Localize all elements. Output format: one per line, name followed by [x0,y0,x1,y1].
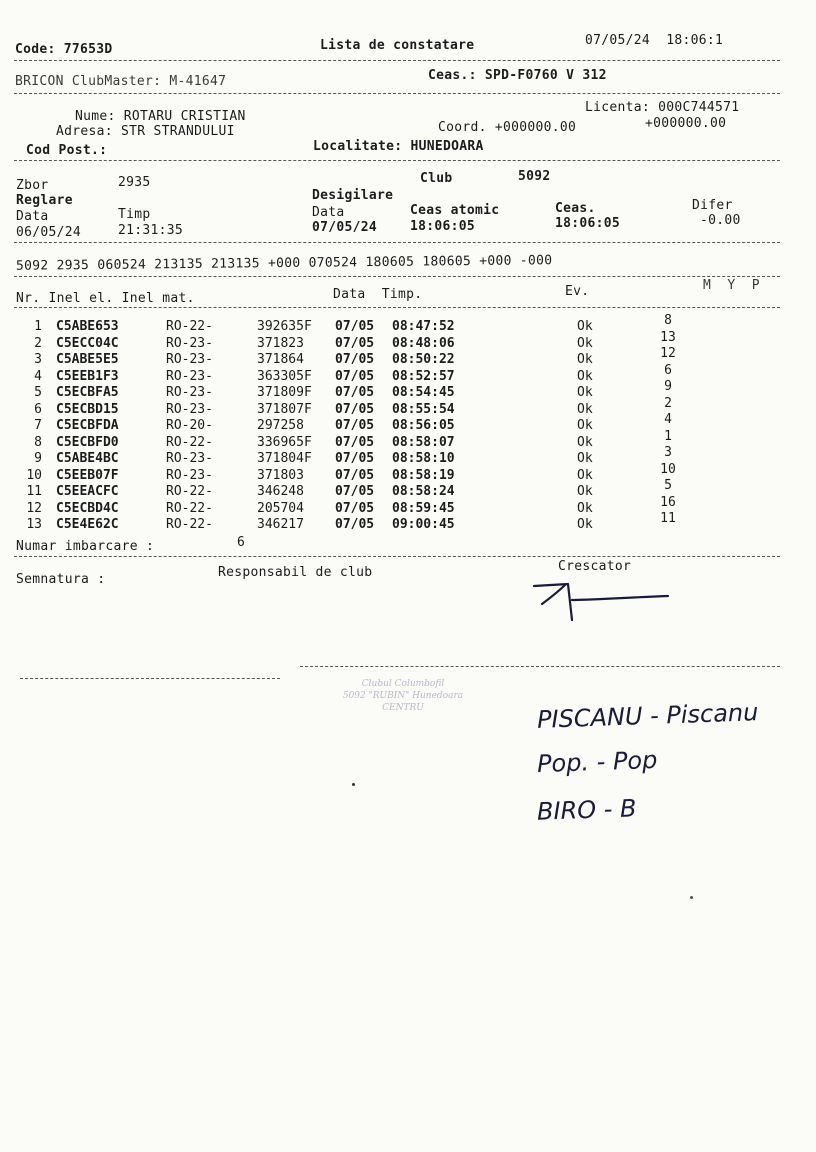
fancier-address: Adresa: STR STRANDULUI [56,124,235,139]
cell-date: 07/05 [335,368,375,384]
cell-time: 08:58:07 [392,434,455,450]
cell-code: 336965F [257,434,312,450]
club-value: 5092 [518,169,551,184]
numar-imbarcare-value: 6 [237,535,246,550]
reglare-label: Reglare [16,193,73,208]
zbor-label: Zbor [16,178,49,193]
position-number: 3 [664,445,672,460]
divider [14,276,780,277]
cell-code: 371803 [257,467,304,483]
cell-ev: Ok [577,335,593,351]
divider [14,93,780,94]
desigilare-data: 07/05/24 [312,220,378,235]
cell-ev: Ok [577,418,593,433]
cell-time: 08:52:57 [392,368,455,384]
cell-code: 371823 [257,335,304,351]
cell-date: 07/05 [335,500,375,516]
table-row [0,402,816,419]
cell-ev: Ok [577,467,593,483]
table-row [0,517,816,534]
position-number: 2 [664,395,672,411]
cell-ring: C5ECC04C [56,335,119,351]
table-header-myp: M Y P [703,278,760,293]
table-row [0,468,816,485]
document-title: Lista de constatare [320,38,475,53]
numar-imbarcare-label: Numar imbarcare : [16,539,155,554]
ceas-atomic-value: 18:06:05 [410,219,476,234]
crescator-signature [528,578,678,626]
divider [14,556,780,557]
difer-label: Difer [692,198,733,213]
handwritten-line-3: BIRO - B [536,794,637,826]
locality: Localitate: HUNEDOARA [313,139,484,154]
club-stamp [318,678,488,748]
table-row [0,385,816,402]
cell-date: 07/05 [335,335,375,351]
code-label: Code: 77653D [15,42,113,57]
cell-date: 07/05 [335,484,375,499]
handwritten-line-2: Pop. - Pop [536,745,658,779]
cell-code: 392635F [257,319,312,334]
cell-code: 346248 [257,484,304,499]
divider [14,60,780,61]
responsabil-label: Responsabil de club [218,565,373,580]
cell-ring: C5EEB07F [56,467,119,483]
cell-ro: RO-22- [166,434,213,450]
cell-time: 08:54:45 [392,385,455,400]
cell-ro: RO-22- [166,500,213,516]
table-row [0,501,816,518]
cell-ring: C5ECBFA5 [56,385,119,400]
table-row [0,484,816,501]
clubmaster-label: BRICON ClubMaster: M-41647 [15,74,227,89]
divider [300,666,780,667]
table-row [0,418,816,435]
cell-ev: Ok [577,434,593,450]
results-table [0,319,816,534]
divider [20,678,280,679]
cell-time: 08:50:22 [392,352,455,367]
stamp-line-3: CENTRU [382,703,424,713]
clock-id: Ceas.: SPD-F0760 V 312 [428,68,607,83]
reglare-timp-label: Timp [118,207,151,222]
cell-time: 08:58:24 [392,484,455,499]
position-numbers [656,313,680,528]
cell-ring: C5ECBFD0 [56,434,119,450]
cell-ro: RO-23- [166,352,213,367]
stamp-line-2: 5092 "RUBIN" Hunedoara [342,691,464,701]
cell-date: 07/05 [335,401,375,417]
ceas-value: 18:06:05 [555,216,621,231]
cell-time: 09:00:45 [392,517,455,532]
position-number: 13 [660,329,676,345]
ceas-label: Ceas. [555,201,596,216]
speck [690,896,693,899]
cell-nr: 12 [26,500,42,516]
cell-ro: RO-23- [166,335,213,351]
license: Licenta: 000C744571 [585,100,740,115]
table-row [0,352,816,369]
reglare-data-label: Data [16,209,49,224]
cell-ring: C5ABE4BC [56,451,119,466]
position-number: 10 [660,461,676,477]
print-datetime: 07/05/24 18:06:1 [585,33,724,48]
position-number: 1 [664,428,672,444]
cell-time: 08:59:45 [392,500,455,516]
table-header-ev: Ev. [565,284,590,299]
cell-nr: 7 [34,418,42,433]
reglare-timp: 21:31:35 [118,223,184,238]
position-number: 11 [660,511,676,526]
cell-ring: C5E4E62C [56,517,119,532]
handwritten-line-1: PISCANU - Piscanu [536,698,759,734]
table-row [0,451,816,468]
cell-time: 08:47:52 [392,319,455,334]
stamp-line-1: Clubul Columbofil [361,679,445,689]
cell-ev: Ok [577,500,593,516]
cell-nr: 4 [34,368,42,384]
cell-date: 07/05 [335,451,375,466]
cell-ev: Ok [577,385,593,400]
fancier-name: Nume: ROTARU CRISTIAN [75,109,246,124]
cell-time: 08:55:54 [392,401,455,417]
cell-date: 07/05 [335,319,375,334]
cell-code: 371807F [257,401,312,417]
cell-code: 205704 [257,500,304,516]
cell-time: 08:48:06 [392,335,455,351]
summary-line: 5092 2935 060524 213135 213135 +000 070524 180605 180605 +000 -000 [15,253,553,274]
cell-date: 07/05 [335,517,375,532]
cell-ro: RO-23- [166,467,213,483]
coord-value: +000000.00 [645,116,727,131]
cell-ring: C5ABE653 [56,319,119,334]
semnatura-label: Semnatura : [16,572,106,587]
table-row [0,435,816,452]
cell-ring: C5ECBD15 [56,401,119,417]
cell-nr: 9 [34,451,42,466]
coord-label: Coord. +000000.00 [438,120,577,135]
cell-time: 08:58:19 [392,467,455,483]
table-header-nr: Nr. Inel el. Inel mat. [16,291,195,306]
position-number: 5 [664,478,672,493]
position-number: 6 [664,362,672,378]
cell-ro: RO-23- [166,401,213,417]
difer-value: -0.00 [700,213,741,228]
position-number: 8 [664,313,672,328]
cell-nr: 10 [26,467,42,483]
cell-nr: 5 [34,385,42,400]
position-number: 12 [660,346,676,361]
cell-nr: 11 [26,484,42,499]
reglare-data: 06/05/24 [16,225,82,240]
postal-code: Cod Post.: [26,143,108,158]
table-row [0,336,816,353]
cell-nr: 1 [34,319,42,334]
cell-ev: Ok [577,517,593,532]
table-header-data-timp: Data Timp. [333,287,423,302]
cell-nr: 2 [34,335,42,351]
cell-nr: 3 [34,352,42,367]
desigilare-data-label: Data [312,205,345,220]
cell-ev: Ok [577,401,593,417]
position-number: 4 [664,412,672,427]
cell-ro: RO-23- [166,368,213,384]
cell-ev: Ok [577,368,593,384]
table-row [0,319,816,336]
cell-time: 08:56:05 [392,418,455,433]
cell-code: 363305F [257,368,312,384]
cell-date: 07/05 [335,385,375,400]
desigilare-label: Desigilare [312,188,394,203]
cell-date: 07/05 [335,352,375,367]
cell-ring: C5ECBD4C [56,500,119,516]
club-label: Club [420,171,453,186]
zbor-value: 2935 [118,175,151,190]
cell-ring: C5ECBFDA [56,418,119,433]
cell-ro: RO-20- [166,418,213,433]
cell-date: 07/05 [335,418,375,433]
divider [14,307,780,308]
cell-ring: C5EEACFC [56,484,119,499]
cell-code: 297258 [257,418,304,433]
cell-ro: RO-22- [166,484,213,499]
cell-ev: Ok [577,319,593,334]
cell-ev: Ok [577,484,593,499]
cell-ring: C5EEB1F3 [56,368,119,384]
cell-ro: RO-22- [166,517,213,532]
cell-date: 07/05 [335,434,375,450]
speck [352,783,355,786]
divider [14,160,780,161]
cell-nr: 6 [34,401,42,417]
cell-date: 07/05 [335,467,375,483]
cell-ev: Ok [577,352,593,367]
cell-ring: C5ABE5E5 [56,352,119,367]
table-row [0,369,816,386]
cell-ev: Ok [577,451,593,466]
cell-code: 371809F [257,385,312,400]
cell-ro: RO-23- [166,385,213,400]
cell-ro: RO-23- [166,451,213,466]
crescator-label: Crescator [558,559,632,574]
position-number: 16 [660,494,676,510]
divider [14,242,780,243]
cell-code: 371864 [257,352,304,367]
cell-nr: 13 [26,517,42,532]
cell-code: 371804F [257,451,312,466]
position-number: 9 [664,379,672,394]
ceas-atomic-label: Ceas atomic [410,203,500,218]
cell-ro: RO-22- [166,319,213,334]
cell-nr: 8 [34,434,42,450]
cell-time: 08:58:10 [392,451,455,466]
cell-code: 346217 [257,517,304,532]
